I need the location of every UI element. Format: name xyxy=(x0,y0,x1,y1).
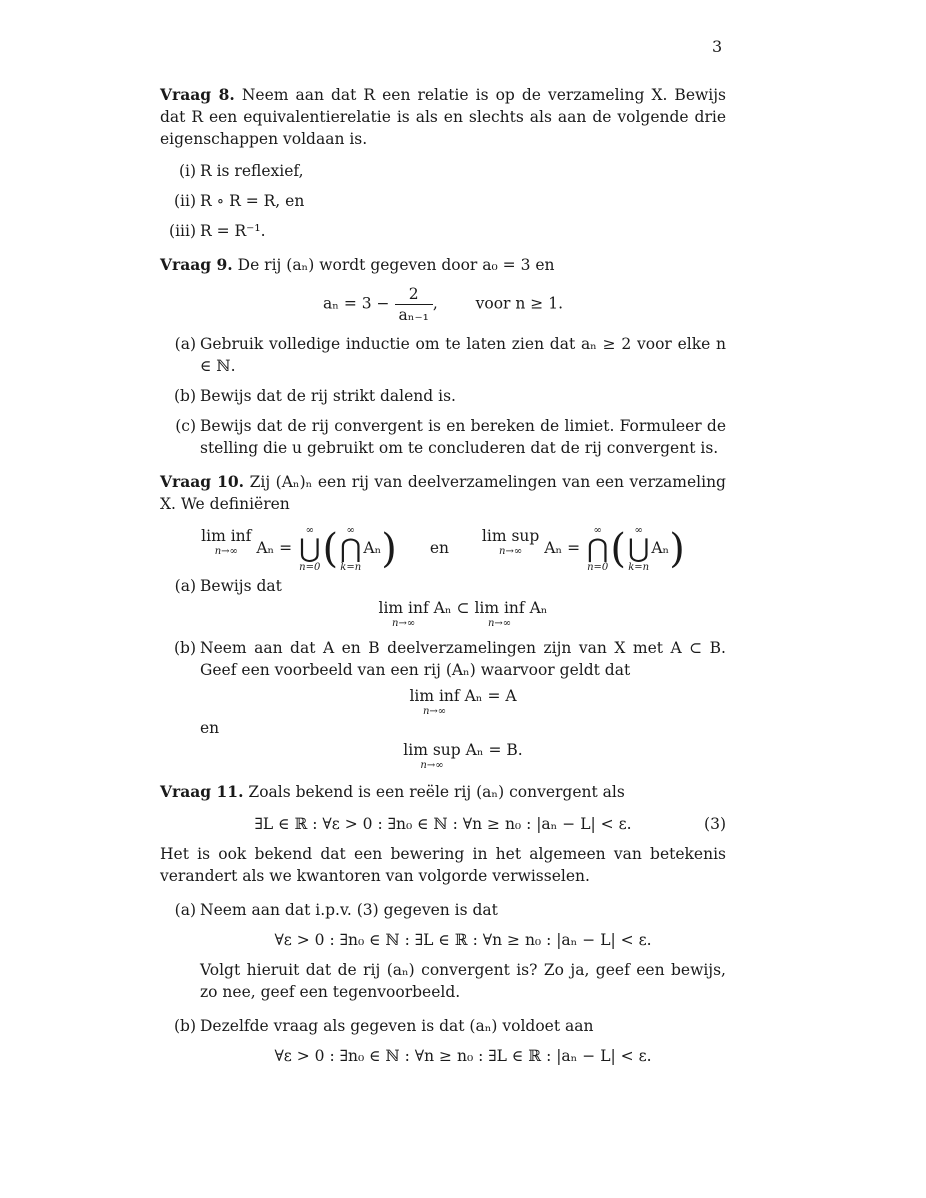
formula-condition: voor n ≥ 1. xyxy=(475,294,564,313)
item-text: R ∘ R = R, en xyxy=(200,192,305,210)
item-label: (a) xyxy=(174,577,196,595)
convergence-formula: ∃L ∈ ℝ : ∀ε > 0 : ∃n₀ ∈ ℕ : ∀n ≥ n₀ : |aₙ − L| < ε. xyxy=(254,815,632,833)
question-8-text: Neem aan dat R een relatie is op de verzameling X. Bewijs dat R een equivalentierelatie is als en slechts als aan de volgende drie eigenschappen voldaan is. xyxy=(160,86,726,148)
question-11-intro: Zoals bekend is een reële rij (aₙ) convergent als xyxy=(248,783,625,801)
item-label: (b) xyxy=(173,639,196,657)
question-8 xyxy=(160,84,726,150)
question-10-intro: Zij (Aₙ)ₙ een rij van deelverzamelingen van een verzameling X. We definiëren xyxy=(160,473,726,513)
question-9-title: Vraag 9. xyxy=(160,255,233,274)
question-10-b-formula-1: lim inf n→∞ Aₙ = A xyxy=(409,687,517,717)
question-11-item-a xyxy=(174,899,726,1003)
intersection-operator: ∞ ⋂ n=0 xyxy=(587,525,609,573)
item-label: (a) xyxy=(174,901,196,919)
question-10-b-formula-2: lim sup n→∞ Aₙ = B. xyxy=(403,741,523,771)
item-text: Bewijs dat de rij convergent is en bereken de limiet. Formuleer de stelling die u gebruikt om te concluderen dat de rij convergent is. xyxy=(200,417,726,457)
question-8-item xyxy=(178,160,726,182)
page-number: 3 xyxy=(712,37,723,56)
item-label: (i) xyxy=(178,162,196,180)
item-label: (c) xyxy=(175,417,196,435)
question-9-intro: De rij (aₙ) wordt gegeven door a₀ = 3 en xyxy=(237,256,555,274)
question-11 xyxy=(160,781,726,803)
question-10-title: Vraag 10. xyxy=(160,472,245,491)
question-11-item-b xyxy=(173,1015,726,1067)
item-label: (ii) xyxy=(173,192,196,210)
conjunction-en: en xyxy=(200,719,220,737)
union-operator: ∞ ⋃ n=0 xyxy=(299,525,321,573)
question-9-item xyxy=(173,385,726,407)
union-operator: ∞ ⋃ k=n xyxy=(627,525,650,573)
question-10-item-a xyxy=(174,575,726,629)
item-label: (a) xyxy=(174,335,196,353)
question-11-after: Het is ook bekend dat een bewering in het algemeen van betekenis verandert als we kwantoren van volgorde verwisselen. xyxy=(160,845,726,885)
page-content xyxy=(160,84,726,1075)
item-text: Neem aan dat A en B deelverzamelingen zijn van X met A ⊂ B. Geef een voorbeeld van een rij (Aₙ) waarvoor geldt dat xyxy=(200,639,726,679)
question-10-definition: lim inf n→∞ Aₙ = ∞ ⋃ n=0 ( ∞ ⋂ k=n Aₙ) en lim sup n→∞ Aₙ = ∞ ⋂ n=0 ( ∞ ⋃ k=n Aₙ) xyxy=(201,525,685,573)
question-8-item xyxy=(169,220,726,242)
formula-lhs: aₙ = 3 − xyxy=(322,294,390,313)
item-label: (iii) xyxy=(169,222,196,240)
item-followup: Volgt hieruit dat de rij (aₙ) convergent is? Zo ja, geef een bewijs, zo nee, geef een tegenvoorbeeld. xyxy=(200,961,726,1001)
question-11-a-formula: ∀ε > 0 : ∃n₀ ∈ ℕ : ∃L ∈ ℝ : ∀n ≥ n₀ : |aₙ − L| < ε. xyxy=(274,931,652,949)
fraction-numerator: 2 xyxy=(395,284,433,305)
fraction-denominator: aₙ₋₁ xyxy=(398,306,429,324)
question-9 xyxy=(160,254,726,276)
item-text: Gebruik volledige inductie om te laten zien dat aₙ ≥ 2 voor elke n ∈ ℕ. xyxy=(200,335,726,375)
question-11-formula xyxy=(160,813,726,835)
question-9-formula: aₙ = 3 − $\frac{2}{\text{aₙ₋₁}}$ , voor n ≥ 1. xyxy=(322,285,564,324)
equation-number: (3) xyxy=(704,815,726,833)
item-text: R = R⁻¹. xyxy=(200,222,266,240)
question-10 xyxy=(160,471,726,515)
item-text: Neem aan dat i.p.v. (3) gegeven is dat xyxy=(200,901,498,919)
limsup-operator: lim sup n→∞ xyxy=(481,527,540,557)
question-10-a-formula: lim inf n→∞ Aₙ ⊂ lim inf n→∞ Aₙ xyxy=(378,599,548,629)
item-text: Bewijs dat xyxy=(200,577,282,595)
question-10-item-b xyxy=(173,637,726,771)
set-a-n: Aₙ xyxy=(256,539,275,557)
question-11-title: Vraag 11. xyxy=(160,782,244,801)
question-9-item xyxy=(174,333,726,377)
fraction xyxy=(395,284,433,325)
item-text: Bewijs dat de rij strikt dalend is. xyxy=(200,387,456,405)
item-label: (b) xyxy=(173,1017,196,1035)
item-text: R is reflexief, xyxy=(200,162,304,180)
question-8-title: Vraag 8. xyxy=(160,85,235,104)
intersection-operator: ∞ ⋂ k=n xyxy=(340,525,362,573)
item-label: (b) xyxy=(173,387,196,405)
question-11-b-formula: ∀ε > 0 : ∃n₀ ∈ ℕ : ∀n ≥ n₀ : ∃L ∈ ℝ : |aₙ − L| < ε. xyxy=(274,1047,652,1065)
liminf-operator: lim inf n→∞ xyxy=(201,527,252,557)
conjunction-en: en xyxy=(429,539,449,557)
question-8-item xyxy=(173,190,726,212)
item-text: Dezelfde vraag als gegeven is dat (aₙ) voldoet aan xyxy=(200,1017,594,1035)
question-9-item xyxy=(175,415,726,459)
